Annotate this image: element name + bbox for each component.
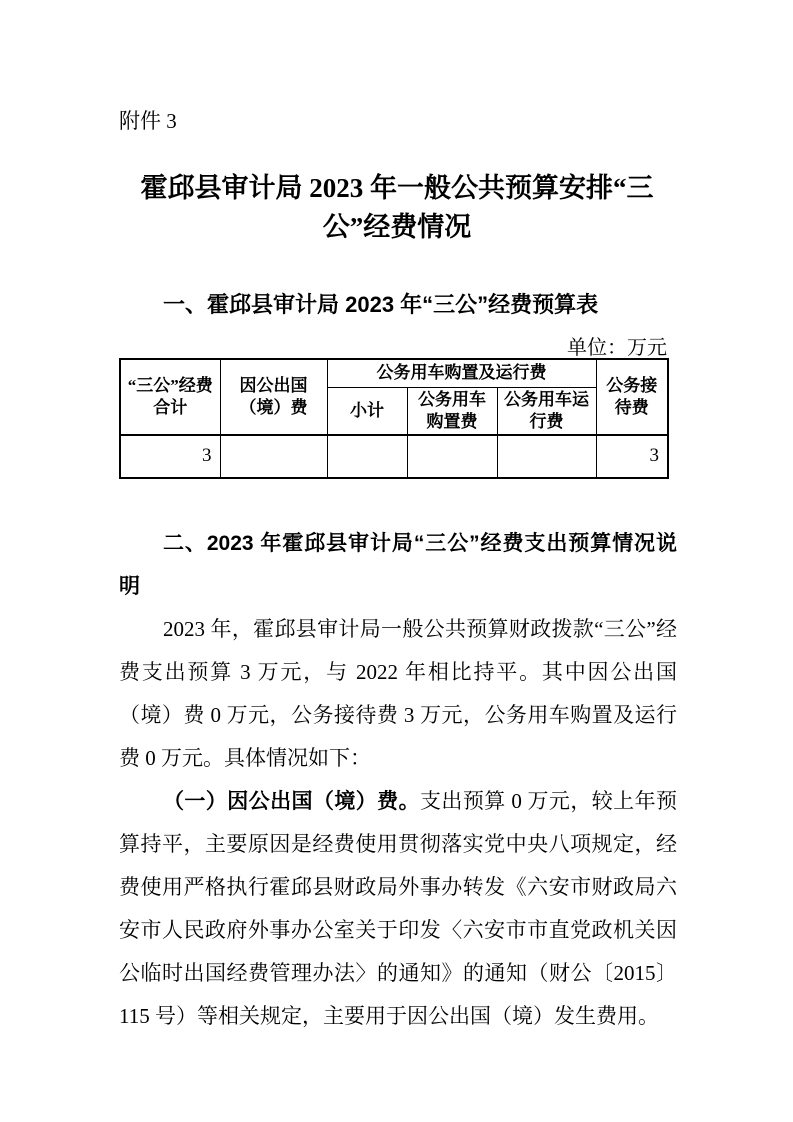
section2-heading: 二、2023 年霍邱县审计局“三公”经费支出预算情况说明 — [119, 532, 677, 598]
value-vehicle-operation — [497, 435, 596, 478]
header-vehicle-group: 公务用车购置及运行费 — [327, 359, 596, 387]
value-reception: 3 — [596, 435, 668, 478]
header-vehicle-operation: 公务用车运行费 — [497, 387, 596, 435]
value-total: 3 — [120, 435, 220, 478]
value-abroad — [220, 435, 327, 478]
header-reception: 公务接待费 — [596, 359, 668, 435]
value-vehicle-subtotal — [327, 435, 407, 478]
header-abroad: 因公出国（境）费 — [220, 359, 327, 435]
section2-paragraph-1-text: 2023 年，霍邱县审计局一般公共预算财政拨款“三公”经费支出预算 3 万元，与 2022 年相比持平。其中因公出国（境）费 0 万元，公务接待费 3 万元，公务用车购置及运行费 0 万元。具体情况如下： — [119, 617, 677, 770]
table-header-row-1 — [120, 359, 668, 387]
section2-paragraph-1 — [119, 608, 677, 780]
section2-block — [119, 522, 677, 1038]
header-vehicle-purchase: 公务用车购置费 — [407, 387, 497, 435]
section2-item-1 — [119, 780, 677, 1038]
item1-body-text: 支出预算 0 万元，较上年预算持平，主要原因是经费使用贯彻落实党中央八项规定，经费使用严格执行霍邱县财政局外事办转发《六安市财政局六安市人民政府外事办公室关于印发〈六安市市直党政机关因公临时出国经费管理办法〉的通知》的通知（财公〔2015〕115 号）等相关规定，主要用于因公出国（境）发生费用。 — [119, 789, 677, 1028]
budget-table — [119, 358, 669, 479]
value-vehicle-purchase — [407, 435, 497, 478]
unit-note: 单位：万元 — [567, 337, 667, 359]
section1-heading: 一、霍邱县审计局 2023 年“三公”经费预算表 — [163, 292, 599, 317]
header-vehicle-subtotal: 小计 — [327, 387, 407, 435]
header-total: “三公”经费合计 — [120, 359, 220, 435]
attachment-label: 附件 3 — [119, 109, 177, 133]
item1-lead-label: （一）因公出国（境）费。 — [163, 789, 420, 813]
document-title: 霍邱县审计局 2023 年一般公共预算安排“三公”经费情况 — [140, 173, 654, 242]
table-data-row — [120, 435, 668, 478]
